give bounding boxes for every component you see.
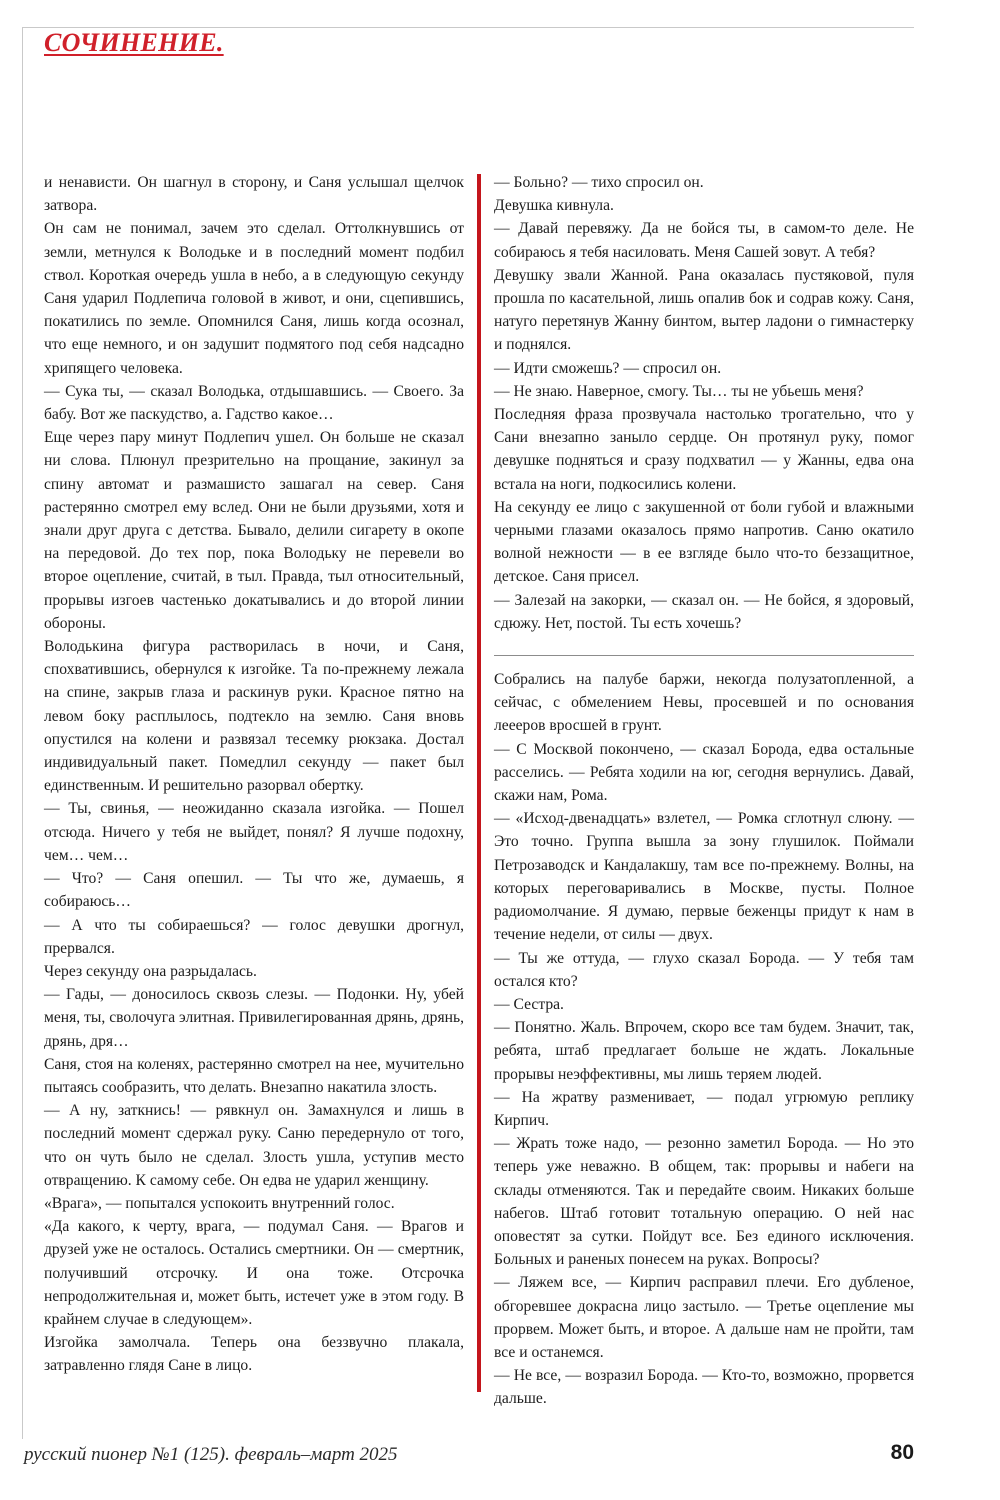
paragraph: — Ты, свинья, — неожиданно сказала изгойка. — Пошел отсюда. Ничего у тебя не выйдет, понял? Я лучше подохну, чем… чем… xyxy=(44,800,464,864)
paragraph: Собрались на палубе баржи, некогда полузатопленной, а сейчас, с обмелением Невы, просевшей и по основания леееров вросшей в грунт. xyxy=(494,671,914,735)
paragraph: — Что? — Саня опешил. — Ты что же, думаешь, я собираюсь… xyxy=(44,870,464,911)
left-text-column xyxy=(44,171,464,1378)
paragraph: — Залезай на закорки, — сказал он. — Не бойся, я здоровый, сдюжу. Нет, постой. Ты есть хочешь? xyxy=(494,591,914,632)
column-divider xyxy=(477,174,481,1392)
paragraph: — Ты же оттуда, — глухо сказал Борода. — У тебя там остался кто? xyxy=(494,949,914,990)
section-title: СОЧИНЕНИЕ. xyxy=(44,28,224,57)
paragraph: Саня, стоя на коленях, растерянно смотрел на нее, мучительно пытаясь сообразить, что делать. Внезапно накатила злость. xyxy=(44,1055,464,1096)
paragraph: Он сам не понимал, зачем это сделал. Оттолкнувшись от земли, метнулся к Володьке и в последний момент подбил ствол. Короткая очередь ушла в небо, а в следующую секунду Саня ударил Подлепича головой в живот, и они, сцепившись, покатились по земле. Опомнился Саня, лишь когда осознал, что еще немного, и он задушит подмятого под себя надсадно хрипящего человека. xyxy=(44,220,464,377)
paragraph: — Ляжем все, — Кирпич расправил плечи. Его дубленое, обгоревшее докрасна лицо застыло. — Третье оцепление мы прорвем. Может быть, и второе. А дальше нам не пройти, там все и останемся. xyxy=(494,1274,914,1361)
paragraph: Последняя фраза прозвучала настолько трогательно, что у Сани внезапно заныло сердце. Он протянул руку, помог девушке подняться и сразу подхватил — у Жанны, едва она встала на ноги, подкосились колени. xyxy=(494,406,914,493)
paragraph: Володькина фигура растворилась в ночи, и Саня, спохватившись, обернулся к изгойке. Та по-прежнему лежала на спине, закрыв глаза и раскинув руки. Красное пятно на левом боку расплылось, подтекло на землю. Саня вновь опустился на колени и развязал тесемку рюкзака. Достал индивидуальный пакет. Помедлил секунду — пакет был единственным. И решительно разорвал обертку. xyxy=(44,638,464,795)
right-text-column xyxy=(494,171,914,1411)
paragraph: На секунду ее лицо с закушенной от боли губой и влажными черными глазами оказалось прямо напротив. Саню окатило волной нежности — в ее взгляде было что-то беззащитное, детское. Саня присел. xyxy=(494,498,914,586)
paragraph: — Больно? — тихо спросил он. xyxy=(494,174,704,191)
paragraph: — А ну, заткнись! — рявкнул он. Замахнулся и лишь в последний момент сдержал руку. Саню передернуло от того, что он чуть было не сделал. Злость ушла, уступив место отвращению. К самому себе. Он едва не ударил женщину. xyxy=(44,1102,464,1189)
paragraph: — Не знаю. Наверное, смогу. Ты… ты не убьешь меня? xyxy=(494,382,864,400)
page-number: 80 xyxy=(890,1441,914,1464)
paragraph: «Врага», — попытался успокоить внутренний голос. xyxy=(44,1194,395,1212)
magazine-issue-footer: русский пионер №1 (125). февраль–март 2025 xyxy=(24,1444,398,1465)
paragraph: — На жратву разменивает, — подал угрюмую реплику Кирпич. xyxy=(494,1088,914,1129)
paragraph: — «Исход-двенадцать» взлетел, — Ромка сглотнул слюну. — Это точно. Группа вышла за зону глушилок. Поймали Петрозаводск и Кандалакшу, там все по-прежнему. Волны, на которых переговаривались в Москве, пусты. Полное радиомолчание. Я думаю, первые беженцы придут к нам в течение недели, от силы — двух. xyxy=(494,810,914,944)
paragraph: «Да какого, к черту, врага, — подумал Саня. — Врагов и друзей уже не осталось. Остались смертники. Он — смертник, получивший отсрочку. И она тоже. Отсрочка непродолжительная и, может быть, истечет уже в этом году. В крайнем случае в следующем». xyxy=(44,1218,464,1328)
paragraph: Через секунду она разрыдалась. xyxy=(44,962,257,980)
paragraph: Девушку звали Жанной. Рана оказалась пустяковой, пуля прошла по касательной, лишь опалив бок и содрав кожу. Саня, натуго перетянув Жанну бинтом, вытер ладони о гимнастерку и поднялся. xyxy=(494,266,914,354)
paragraph: — Сестра. xyxy=(494,995,564,1013)
paragraph: — Сука ты, — сказал Володька, отдышавшись. — Своего. За бабу. Вот же паскудство, а. Гадство какое… xyxy=(44,382,464,424)
paragraph: — Давай перевяжу. Да не бойся ты, в самом-то деле. Не собираюсь я тебя насиловать. Меня Сашей зовут. А тебя? xyxy=(494,220,914,261)
left-border-rule xyxy=(22,27,23,1439)
paragraph: — Понятно. Жаль. Впрочем, скоро все там будем. Значит, так, ребята, штаб предлагает больше не ждать. Локальные прорывы неэффективны, мы лишь теряем людей. xyxy=(494,1019,914,1083)
paragraph: — Гады, — доносилось сквозь слезы. — Подонки. Ну, убей меня, ты, сволочуга элитная. Привилегированная дрянь, дрянь, дрянь, дря… xyxy=(44,986,464,1050)
paragraph: и ненависти. Он шагнул в сторону, и Саня услышал щелчок затвора. xyxy=(44,174,464,215)
paragraph: Изгойка замолчала. Теперь она беззвучно плакала, затравленно глядя Сане в лицо. xyxy=(44,1334,464,1375)
paragraph: — С Москвой покончено, — сказал Борода, едва остальные расселись. — Ребята ходили на юг, сегодня вернулись. Давай, скажи нам, Рома. xyxy=(494,740,914,805)
scene-break-rule xyxy=(494,655,914,656)
paragraph: — Идти сможешь? — спросил он. xyxy=(494,359,722,377)
paragraph: — А что ты собираешься? — голос девушки дрогнул, прервался. xyxy=(44,916,464,957)
paragraph: Еще через пару минут Подлепич ушел. Он больше не сказал ни слова. Плюнул презрительно на прощание, закинул за спину автомат и размашисто зашагал на север. Саня растерянно смотрел ему вслед. Они не были друзьями, хотя и знали друг друга с детства. Бывало, делили сигарету в окопе на передовой. До тех пор, пока Володьку не перевели во второе оцепление, считай, в тыл. Правда, тыл относительный, прорывы изгоев частенько докатывались и до второй линии обороны. xyxy=(44,429,464,632)
paragraph: Девушка кивнула. xyxy=(494,197,614,215)
paragraph: — Жрать тоже надо, — резонно заметил Борода. — Но это теперь уже неважно. В общем, так: прорывы и набеги на склады отменяются. Так и передайте своим. Никаких больше набегов. Штаб готовит тотальную операцию. О ней нас оповестят за сутки. Пойдут все. Без единого исключения. Больных и раненых понесем на руках. Вопросы? xyxy=(494,1135,914,1269)
paragraph: — Не все, — возразил Борода. — Кто-то, возможно, прорвется дальше. xyxy=(494,1367,914,1408)
